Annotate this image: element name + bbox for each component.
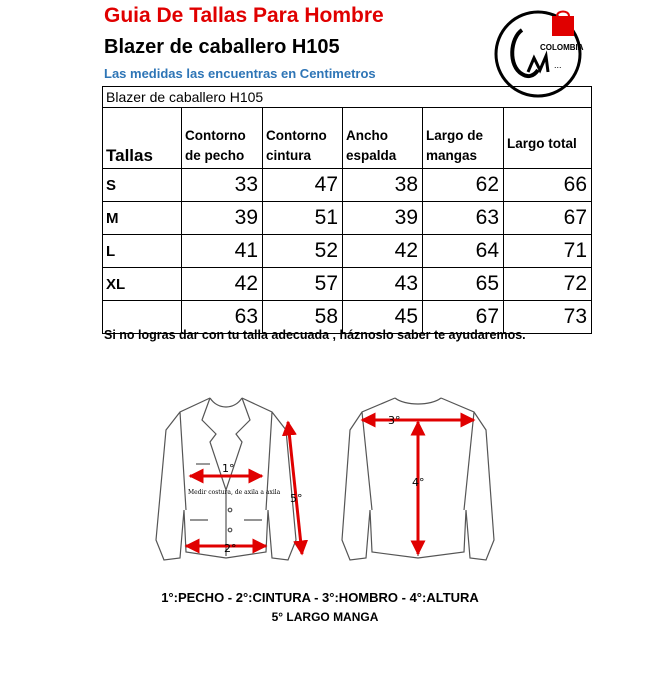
- units-subtitle: Las medidas las encuentras en Centimetros: [104, 66, 376, 81]
- guide-title: Guia De Tallas Para Hombre: [104, 4, 384, 27]
- value-cell: 64: [423, 235, 504, 268]
- value-cell: 45: [343, 301, 423, 334]
- value-cell: 72: [504, 268, 592, 301]
- col-header-total-length: Largo total: [504, 108, 592, 169]
- value-cell: 42: [182, 268, 263, 301]
- sleeve-label: 5°: [290, 492, 303, 505]
- value-cell: 58: [263, 301, 343, 334]
- value-cell: 41: [182, 235, 263, 268]
- col-header-size: Tallas: [103, 108, 182, 169]
- value-cell: 62: [423, 169, 504, 202]
- value-cell: 57: [263, 268, 343, 301]
- value-cell: 51: [263, 202, 343, 235]
- table-row: [103, 268, 592, 301]
- table-row: [103, 235, 592, 268]
- value-cell: 38: [343, 169, 423, 202]
- value-cell: 63: [423, 202, 504, 235]
- svg-text:...: ...: [554, 60, 562, 70]
- size-cell: M: [103, 202, 182, 235]
- blazer-diagram: [150, 390, 500, 590]
- chest-note: Medir costura, de axila a axila: [188, 489, 281, 496]
- table-caption: Blazer de caballero H105: [103, 87, 592, 108]
- value-cell: 39: [343, 202, 423, 235]
- waist-label: 2°: [224, 542, 237, 555]
- value-cell: 65: [423, 268, 504, 301]
- shoulder-label: 3°: [388, 414, 401, 427]
- size-table: [102, 86, 592, 334]
- value-cell: 43: [343, 268, 423, 301]
- chest-label: 1°: [222, 462, 235, 475]
- product-title: Blazer de caballero H105: [104, 36, 340, 58]
- value-cell: 33: [182, 169, 263, 202]
- value-cell: 73: [504, 301, 592, 334]
- value-cell: 42: [343, 235, 423, 268]
- size-cell: XL: [103, 268, 182, 301]
- value-cell: 67: [504, 202, 592, 235]
- value-cell: 67: [423, 301, 504, 334]
- table-row: [103, 169, 592, 202]
- blazer-front-illustration: [156, 398, 296, 560]
- col-header-waist: Contorno cintura: [263, 108, 343, 169]
- col-header-chest: Contorno de pecho: [182, 108, 263, 169]
- size-cell: L: [103, 235, 182, 268]
- legend-line-2: 5° LARGO MANGA: [271, 610, 379, 624]
- value-cell: 71: [504, 235, 592, 268]
- logo-text: COLOMBIA: [540, 43, 584, 52]
- table-row: [103, 202, 592, 235]
- value-cell: 52: [263, 235, 343, 268]
- help-note: Si no logras dar con tu talla adecuada , háznoslo saber te ayudaremos.: [104, 328, 526, 342]
- col-header-back-width: Ancho espalda: [343, 108, 423, 169]
- value-cell: 39: [182, 202, 263, 235]
- length-label: 4°: [412, 476, 425, 489]
- legend-line-1: 1°:PECHO - 2°:CINTURA - 3°:HOMBRO - 4°:ALTURA: [161, 590, 479, 605]
- value-cell: 66: [504, 169, 592, 202]
- value-cell: 63: [182, 301, 263, 334]
- value-cell: 47: [263, 169, 343, 202]
- col-header-sleeve-length: Largo de mangas: [423, 108, 504, 169]
- size-cell: S: [103, 169, 182, 202]
